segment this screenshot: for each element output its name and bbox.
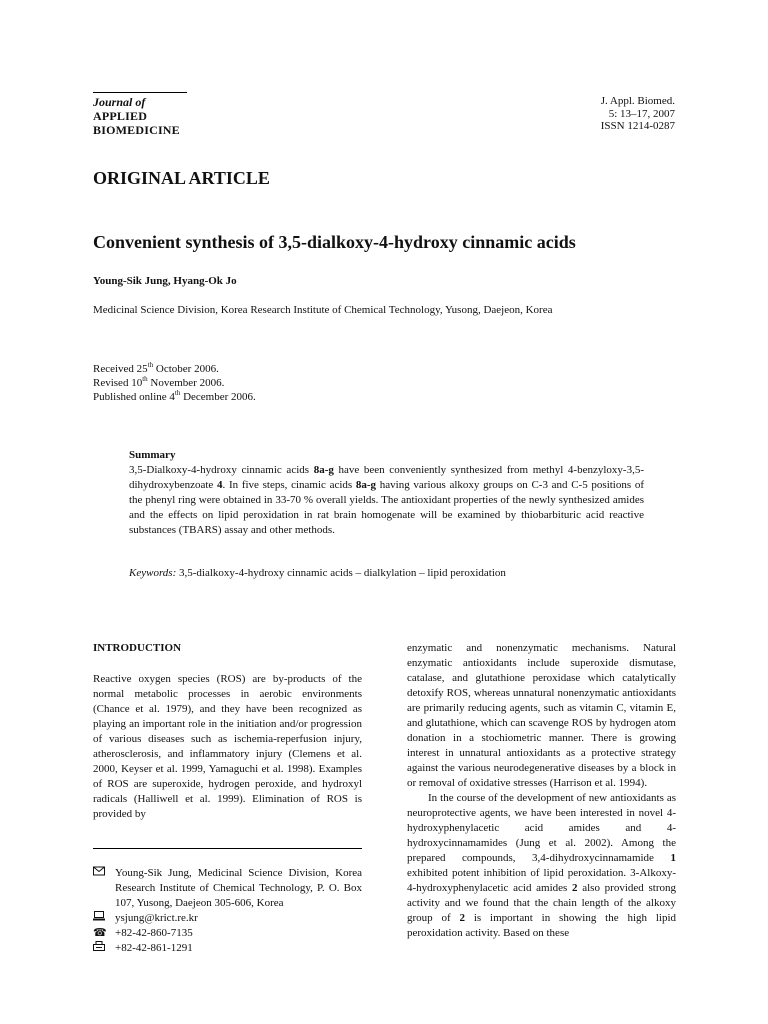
journal-name-line2: APPLIED [93,109,148,123]
citation-volume: 5: 13–17, 2007 [608,107,675,120]
received-date: Received 25th October 2006. [93,361,219,375]
published-date: Published online 4th December 2006. [93,389,256,403]
paper-title: Convenient synthesis of 3,5-dialkoxy-4-hydroxy cinnamic acids [93,232,576,252]
journal-name-line3: BIOMEDICINE [93,123,180,137]
envelope-icon [93,866,115,911]
introduction-heading: INTRODUCTION [93,642,182,654]
contact-address: Young-Sik Jung, Medicinal Science Division, Korea Research Institute of Chemical Technology, P. O. Box 107, Yusong, Daejeon 305-606, Korea [115,867,362,909]
citation-journal: J. Appl. Biomed. [600,95,675,107]
footnote-divider [93,848,362,849]
telephone-icon: ☎ [93,927,107,939]
intro-paragraph-2: enzymatic and nonenzymatic mechanisms. Natural enzymatic antioxidants include superoxide dismutase, catalase, and glutathione peroxidase which catalytically detoxify ROS, whereas unnatural nonenzymatic antioxidants are primarily reducing agents, such as vitamin C, vitamin E, and glutathione, which can scavenge ROS by hydrogen atom donation in a stochiometric manner. There is growing interest in unnatural antioxidants as a protective strategy against the various neurodegenerative diseases by a block in or removal of oxidative stresses (Harrison et al. 1994). [407,642,676,789]
contact-address-row [93,866,362,911]
contact-block [93,866,362,956]
right-column [407,641,676,941]
contact-phone: +82-42-860-7135 [115,927,193,939]
keywords [129,567,506,579]
keywords-label: Keywords: [129,567,177,579]
contact-email-row [93,911,362,926]
summary-heading: Summary [129,449,176,461]
contact-fax: +82-42-861-1291 [115,942,193,954]
dates-block [93,362,256,404]
journal-name-line1: Journal of [93,95,146,109]
summary-text: 3,5-Dialkoxy-4-hydroxy cinnamic acids 8a-g have been conveniently synthesized from methyl 4-benzyloxy-3,5-dihydroxybenzoate 4. In five steps, cinamic acids 8a-g having various alkoxy groups on C-3 and C-5 positions of the phenyl ring were obtained in 33-70 % overall yields. The antioxidant properties of the newly synthesized amides and the effects on lipid peroxidation in rat brain homogenate will be examined by thiobarbituric acid reactive substances (TBARS) assay and other methods. [129,464,645,536]
computer-icon [93,911,115,926]
contact-email[interactable]: ysjung@krict.re.kr [115,912,198,924]
summary-section [129,448,644,538]
keywords-text: 3,5-dialkoxy-4-hydroxy cinnamic acids – dialkylation – lipid peroxidation [176,567,506,579]
article-type: ORIGINAL ARTICLE [93,168,270,188]
left-column [93,641,362,822]
citation-issn: ISSN 1214-0287 [600,120,675,132]
affiliation: Medicinal Science Division, Korea Research Institute of Chemical Technology, Yusong, Daejeon, Korea [93,304,553,316]
revised-date: Revised 10th November 2006. [93,375,225,389]
intro-paragraph-3: In the course of the development of new antioxidants as neuroprotective agents, we have been interested in novel 4-hydroxyphenylacetic acid amides and 4-hydroxycinnamamides (Jung et al. 2002). Among the prepared compounds, 3,4-dihydroxycinnamamide 1 exhibited potent inhibition of lipid peroxidation. 3-Alkoxy-4-hydroxyphenylacetic acid amides 2 also provided strong activity and we found that the chain length of the alkoxy group of 2 is important in showing the high lipid peroxidation activity. Based on these [407,792,677,939]
citation-block [601,95,675,133]
journal-logo [93,92,187,137]
contact-fax-row [93,941,362,956]
authors: Young-Sik Jung, Hyang-Ok Jo [93,275,237,287]
intro-paragraph-1: Reactive oxygen species (ROS) are by-products of the normal metabolic processes in aerobic environments (Chance et al. 1979), and they have been recognized as playing an important role in the initiation and/or progression of various diseases such as ischemia-reperfusion injury, atherosclerosis, and inflammatory injury (Clemens et al. 2000, Keyser et al. 1999, Yamaguchi et al. 1998). Examples of ROS are superoxide, hydrogen peroxide, and hydroxyl radicals (Halliwell et al. 1999). Elimination of ROS is provided by [93,673,362,820]
contact-phone-row [93,926,362,941]
fax-icon [93,941,115,956]
